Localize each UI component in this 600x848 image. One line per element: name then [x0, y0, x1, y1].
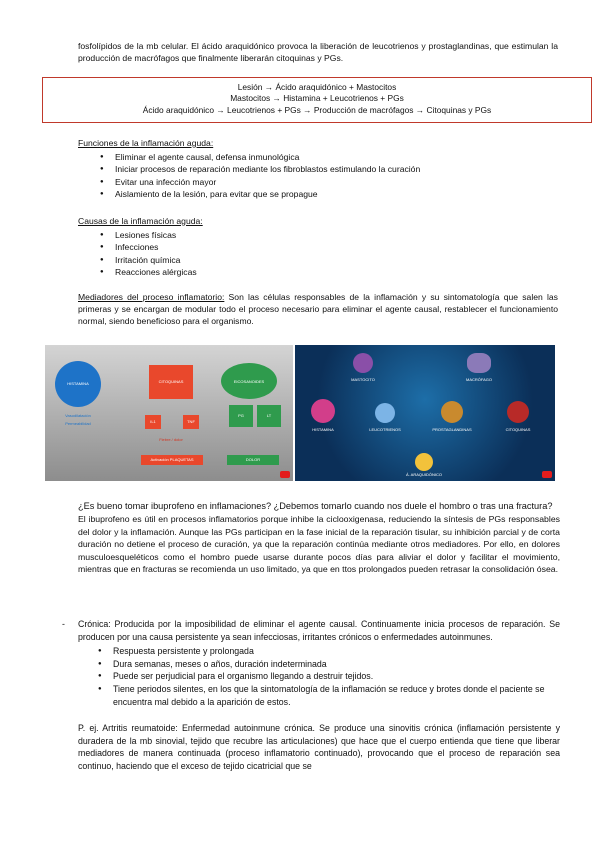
plaquetas-label: Activación PLAQUETAS [150, 457, 194, 462]
ibuprofeno-answer: El ibuprofeno es útil en procesos inflamatorios porque inhibe la ciclooxigenasa, reduciendo la síntesis de PGs responsables del dolor y la inflamación. Aunque las PGs participan en la fase inicial de la reparación tisular, su inhibición parcial y de corta duración no detiene el proceso de curación, ya que la reparación continúa mediante otros mediadores. Por ello, en dolores musculoesqueléticos como el hombro puede usarse durante pocos días para aliviar el dolor y facilitar el movimiento, mientras que en fracturas se recomienda un uso limitado, ya que en ttos prolongados pueden retrasar la consolidación ósea. [78, 514, 560, 575]
histamina-cell [311, 399, 335, 423]
list-item: ● Respuesta persistente y prolongada [100, 645, 560, 658]
histamina-label: HISTAMINA [67, 381, 89, 386]
pathway-line: Mastocitos → Histamina + Leucotrienos + PGs [230, 93, 404, 104]
macrofago-cell [467, 353, 491, 373]
list-item: ● Puede ser perjudicial para el organismo llegando a destruir tejidos. [100, 670, 560, 683]
list-item: ● Aislamiento de la lesión, para evitar que se propague [102, 188, 558, 200]
macrofago-label: MACRÓFAGO [465, 377, 492, 382]
play-icon [280, 471, 290, 478]
dolor-label: DOLOR [245, 457, 261, 462]
fiebre-label: Fiebre / dolor [159, 437, 183, 442]
lt-label: LT [266, 413, 272, 418]
causas-heading: Causas de la inflamación aguda: [78, 215, 203, 226]
histamina-cell-label: HISTAMINA [312, 427, 334, 432]
cells-diagram [295, 345, 555, 481]
permeabilidad-label: Permeabilidad [65, 421, 91, 426]
cronica-paragraph: Crónica: Producida por la imposibilidad de eliminar el agente causal. Continuamente inicia procesos de reparación. Se producen por una causa persistente ya sean infecciosas, irritantes crónicos o enfermedades autoinmunes. [78, 619, 560, 642]
prostaglandinas-cell [441, 401, 463, 423]
causas-list [78, 229, 558, 279]
list-item: ● Evitar una infección mayor [102, 176, 558, 188]
vasodilatacion-label: Vasodilatación [65, 413, 91, 418]
list-item: ● Irritación química [102, 254, 558, 266]
acido-cell [415, 453, 433, 471]
acido-label: Á. ARAQUIDÓNICO [405, 472, 442, 477]
funciones-list [78, 151, 558, 201]
ibuprofeno-question: ¿Es bueno tomar ibuprofeno en inflamaciones? ¿Debemos tomarlo cuando nos duele el hombro o tras una fractura? [78, 501, 553, 511]
document-page [78, 40, 558, 328]
pathway-line: Ácido araquidónico → Leucotrienos + PGs → Producción de macrófagos → Citoquinas y PGs [142, 105, 492, 115]
citoquinas-cell-label: CITOQUINAS [505, 427, 531, 432]
list-item: ● Infecciones [102, 241, 558, 253]
citoquinas-cell [507, 401, 529, 423]
list-item: ● Dura semanas, meses o años, duración indeterminada [100, 658, 560, 671]
tnf-label: TNF [187, 419, 195, 424]
leucotrienos-cell-label: LEUCOTRIENOS [369, 427, 401, 432]
artritis-paragraph: P. ej. Artritis reumatoide: Enfermedad autoinmune crónica. Se produce una sinovitis crónica (inflamación persistente y duradera de la mb sinovial, tejido que recubre las articulaciones) que hace que el cuerpo entienda que tiene que liberar mediadores de manera continuada (proceso inflamatorio continuado), provocando que el proceso de reparación sea continuo, haciendo que el exceso de tejido cicatricial que se [78, 723, 560, 771]
mediadores-paragraph [78, 291, 558, 328]
mediadores-heading: Mediadores del proceso inflamatorio: [78, 291, 225, 302]
list-item: ● Reacciones alérgicas [102, 266, 558, 278]
mastocito-cell [353, 353, 373, 373]
eicosanoides-label: EICOSANOIDES [233, 379, 265, 384]
mastocito-label: MASTOCITO [351, 377, 375, 382]
mediadores-text: Son las células responsables de la inflamación y su sintomatología que salen las primeras y se encargan de modular todo el proceso necesario para eliminar el agente causal, restablecer el funcionamiento normal, siendo beneficioso para el organismo. [78, 291, 558, 327]
list-item: ● Lesiones físicas [102, 229, 558, 241]
leucotrienos-cell [375, 403, 395, 423]
list-item: ● Eliminar el agente causal, defensa inmunológica [102, 151, 558, 163]
list-dash: - [62, 619, 65, 629]
ibuprofeno-section [78, 500, 560, 576]
intro-paragraph: fosfolípidos de la mb celular. El ácido araquidónico provoca la liberación de leucotrienos y prostaglandinas, que estimulan la producción de macrófagos que finalmente liberarán citoquinas y PGs. [78, 41, 558, 64]
citoquinas-label: CITOQUINAS [158, 379, 184, 384]
mediators-figures [45, 345, 555, 481]
cronica-list [78, 645, 560, 708]
pathway-summary-box [42, 77, 592, 123]
pg-label: PG [238, 413, 244, 418]
funciones-heading: Funciones de la inflamación aguda: [78, 137, 214, 148]
mediators-diagram [45, 345, 293, 481]
cronica-section [62, 618, 560, 773]
pathway-line: Lesión → Ácido araquidónico + Mastocitos [237, 81, 397, 92]
il1-label: IL1 [150, 419, 156, 424]
list-item: ● Iniciar procesos de reparación mediante los fibroblastos estimulando la curación [102, 163, 558, 175]
play-icon [542, 471, 552, 478]
prostaglandinas-cell-label: PROSTAGLANDINAS [432, 427, 472, 432]
list-item: ● Tiene periodos silentes, en los que la sintomatología de la inflamación se reduce y brotes donde el paciente se encuentra mal debido a la aparición de estos. [100, 683, 560, 708]
